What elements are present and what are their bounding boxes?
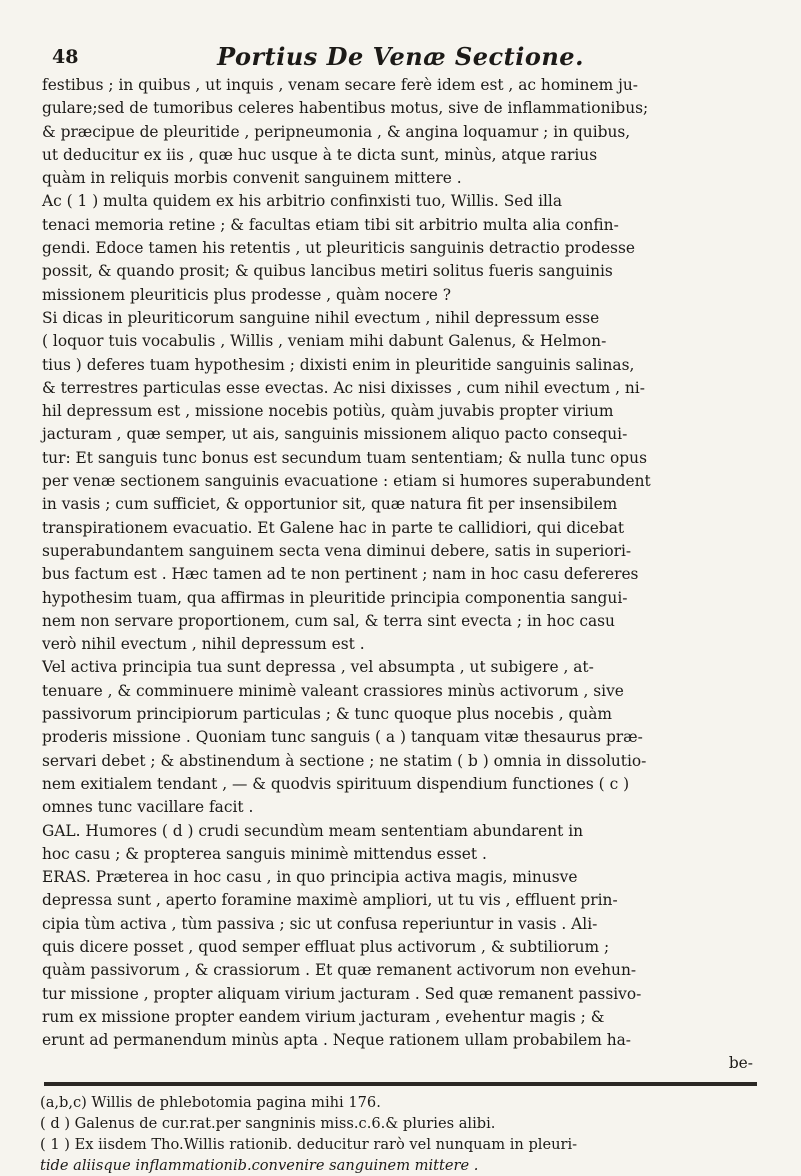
text-line: possit, & quando prosit; & quibus lancibus metiri solitus fueris sanguinis [42, 262, 613, 281]
text-line: cipia tùm activa , tùm passiva ; sic ut confusa reperiuntur in vasis . Ali- [42, 914, 598, 933]
text-line: hil depressum est , missione nocebis potiùs, quàm juvabis propter virium [42, 402, 614, 421]
text-line: tenaci memoria retine ; & facultas etiam tibi sit arbitrio multa alia confin- [42, 215, 619, 234]
text-line: quàm passivorum , & crassiorum . Et quæ remanent activorum non evehun- [42, 961, 637, 980]
text-line: gulare;sed de tumoribus celeres habentibus motus, sive de inflammationibus; [42, 99, 649, 118]
text-line: nem non servare proportionem, cum sal, & terra sint evecta ; in hoc casu [42, 611, 615, 630]
text-line: verò nihil evectum , nihil depressum est . [42, 635, 365, 654]
text-line: quàm in reliquis morbis convenit sanguinem mittere . [42, 169, 462, 188]
text-line: erunt ad permanendum minùs apta . Neque rationem ullam probabilem ha- [42, 1031, 632, 1050]
text-line: tur missione , propter aliquam virium jacturam . Sed quæ remanent passivo- [42, 984, 642, 1003]
text-line: superabundantem sanguinem secta vena diminui debere, satis in superiori- [42, 541, 632, 560]
main-text [40, 74, 761, 1076]
footnote: (a,b,c) Willis de phlebotomia pagina mihi 176. [40, 1093, 381, 1111]
footnote: tide aliisque inflammationib.convenire sanguinem mittere . [40, 1156, 479, 1174]
text-line: hypothesim tuam, qua affirmas in pleuritide principia componentia sangui- [42, 588, 628, 607]
page-header [40, 40, 761, 74]
text-line: nem exitialem tendant , — & quodvis spirituum dispendium functiones ( c ) [42, 774, 630, 793]
footnote: ( 1 ) Ex iisdem Tho.Willis rationib. deducitur rarò vel nunquam in pleuri- [40, 1135, 578, 1153]
text-line: hoc casu ; & propterea sanguis minimè mittendus esset . [42, 844, 487, 863]
text-line: ERAS. Præterea in hoc casu , in quo principia activa magis, minusve [42, 868, 578, 887]
text-line: in vasis ; cum sufficiet, & opportunior sit, quæ natura fit per insensibilem [42, 495, 618, 514]
text-line: & terrestres particulas esse evectas. Ac nisi dixisses , cum nihil evectum , ni- [42, 378, 645, 397]
text-line: depressa sunt , aperto foramine maximè ampliori, ut tu vis , effluent prin- [42, 891, 618, 910]
text-line: missionem pleuriticis plus prodesse , quàm nocere ? [42, 285, 451, 304]
text-line: jacturam , quæ semper, ut ais, sanguinis missionem aliquo pacto consequi- [42, 425, 628, 444]
text-line: omnes tunc vacillare facit . [42, 798, 254, 817]
text-line: transpirationem evacuatio. Et Galene hac in parte te callidiori, qui dicebat [42, 518, 625, 537]
text-line: tius ) deferes tuam hypothesim ; dixisti enim in pleuritide sanguinis salinas, [42, 355, 635, 374]
text-line: festibus ; in quibus , ut inquis , venam secare ferè idem est , ac hominem ju- [42, 76, 638, 94]
text-line: gendi. Edoce tamen his retentis , ut pleuriticis sanguinis detractio prodesse [42, 239, 635, 258]
text-line: & præcipue de pleuritide , peripneumonia , & angina loquamur ; in quibus, [42, 122, 631, 141]
text-line: ( loquor tuis vocabulis , Willis , veniam mihi dabunt Galenus, & Helmon- [42, 332, 607, 351]
page-number: 48 [52, 46, 79, 68]
text-line: proderis missione . Quoniam tunc sanguis ( a ) tanquam vitæ thesaurus præ- [42, 728, 643, 747]
footnotes [40, 1092, 761, 1176]
text-line: rum ex missione propter eandem virium jacturam , evehentur magis ; & [42, 1007, 605, 1026]
text-line: tenuare , & comminuere minimè valeant crassiores minùs activorum , sive [42, 681, 624, 700]
text-line: Vel activa principia tua sunt depressa , vel absumpta , ut subigere , at- [42, 658, 594, 677]
text-line: ut deducitur ex iis , quæ huc usque à te dicta sunt, minùs, atque rarius [42, 145, 598, 164]
text-line: quis dicere posset , quod semper effluat plus activorum , & subtiliorum ; [42, 937, 610, 956]
text-line: passivorum principiorum particulas ; & tunc quoque plus nocebis , quàm [42, 705, 613, 724]
catchword: be- [728, 1054, 753, 1073]
text-line: servari debet ; & abstinendum à sectione ; ne statim ( b ) omnia in dissolutio- [42, 751, 647, 770]
text-line: Ac ( 1 ) multa quidem ex his arbitrio confinxisti tuo, Willis. Sed illa [42, 192, 563, 211]
footnote-divider [44, 1082, 757, 1086]
text-line: per venæ sectionem sanguinis evacuatione : etiam si humores superabundent [42, 472, 651, 491]
text-line: tur: Et sanguis tunc bonus est secundum tuam sententiam; & nulla tunc opus [42, 448, 647, 467]
text-line: bus factum est . Hæc tamen ad te non pertinent ; nam in hoc casu defereres [42, 565, 639, 584]
running-title: Portius De Venæ Sectione. [217, 42, 584, 71]
text-line: GAL. Humores ( d ) crudi secundùm meam sententiam abundarent in [42, 821, 584, 840]
text-line: Si dicas in pleuriticorum sanguine nihil evectum , nihil depressum esse [42, 308, 600, 327]
footnote: ( d ) Galenus de cur.rat.per sangninis miss.c.6.& pluries alibi. [40, 1114, 496, 1132]
